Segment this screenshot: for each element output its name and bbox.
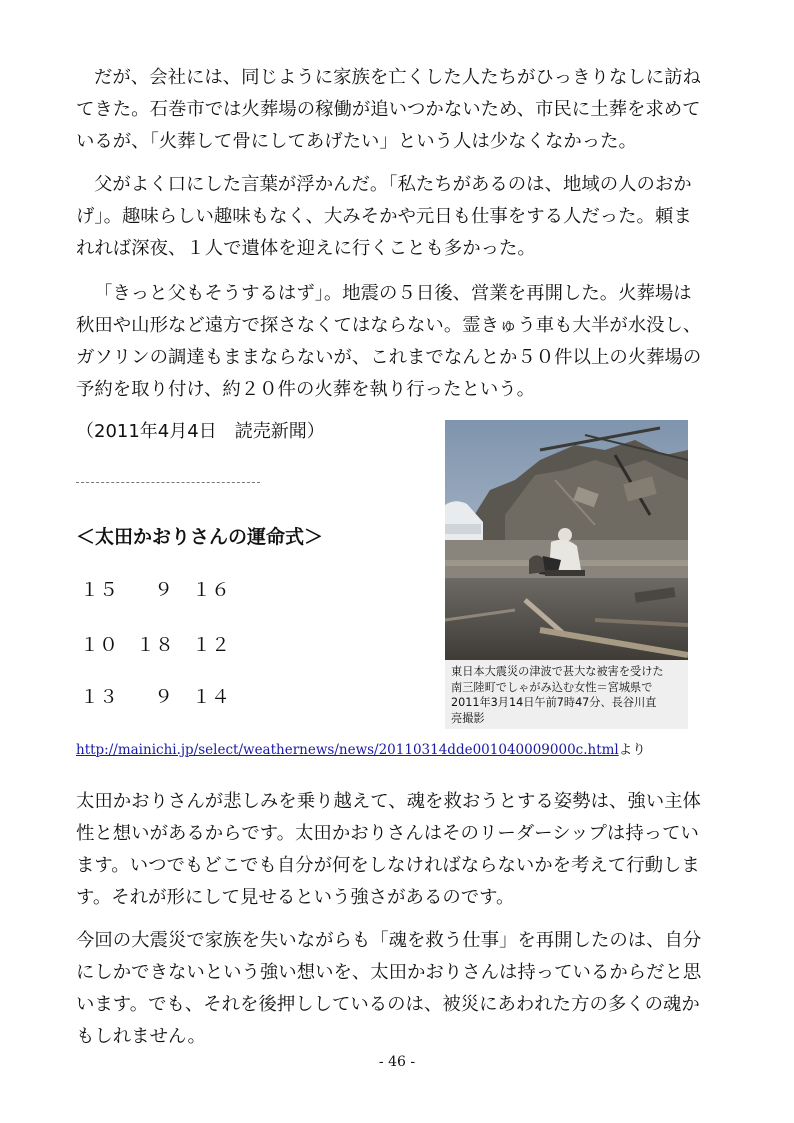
- fate-number: １６: [192, 579, 231, 601]
- news-photo-figure: [445, 420, 688, 729]
- fate-number: １０: [80, 634, 119, 656]
- paragraph-line: 父がよく口にした言葉が浮かんだ。「私たちがあるのは、地域の人のおか: [94, 174, 692, 195]
- fate-number: １４: [192, 686, 231, 708]
- paragraph-line: いるが、「火葬して骨にしてあげたい」という人は少なくなかった。: [76, 131, 637, 152]
- paragraph-1: [76, 62, 726, 158]
- closing-paragraph-2: [76, 925, 726, 1053]
- paragraph-line: 予約を取り付け、約２０件の火葬を執り行ったという。: [76, 379, 536, 400]
- fate-number: １２: [192, 634, 231, 656]
- reference-line: [76, 739, 646, 761]
- reference-suffix: より: [618, 742, 646, 758]
- paragraph-3: [76, 278, 726, 406]
- paragraph-line: もしれません。: [76, 1026, 206, 1047]
- fate-number: ９: [154, 686, 174, 708]
- paragraph-line: だが、会社には、同じように家族を亡くした人たちがひっきりなしに訪ね: [94, 67, 701, 88]
- caption-line: 南三陸町でしゃがみ込む女性＝宮城県で: [451, 680, 653, 694]
- source-attribution: （2011年4月4日 読売新聞）: [76, 421, 325, 442]
- fate-number: １８: [136, 634, 175, 656]
- disaster-photo: [445, 420, 688, 660]
- fate-title: ＜太田かおりさんの運命式＞: [76, 526, 324, 548]
- paragraph-line: にしかできないという強い想いを、太田かおりさんは持っているからだと思: [76, 962, 702, 983]
- paragraph-line: 「きっと父もそうするはず」。地震の５日後、営業を再開した。火葬場は: [94, 283, 692, 304]
- paragraph-2: [76, 169, 726, 265]
- paragraph-line: ます。いつでもどこでも自分が何をしなければならないかを考えて行動しま: [76, 855, 700, 876]
- closing-paragraph-1: [76, 786, 726, 914]
- paragraph-line: います。でも、それを後押ししているのは、被災にあわれた方の多くの魂か: [76, 994, 700, 1015]
- photo-caption: [451, 664, 685, 726]
- paragraph-line: 秋田や山形など遠方で探さなくてはならない。霊きゅう車も大半が水没し、: [76, 315, 702, 336]
- fate-number: １３: [80, 686, 119, 708]
- paragraph-line: 今回の大震災で家族を失いながらも「魂を救う仕事」を再開したのは、自分: [76, 930, 702, 951]
- page-number: - 46 -: [378, 1054, 416, 1070]
- paragraph-line: 太田かおりさんが悲しみを乗り越えて、魂を救おうとする姿勢は、強い主体: [76, 791, 701, 812]
- paragraph-line: げ」。趣味らしい趣味もなく、大みそかや元日も仕事をする人だった。頼ま: [76, 206, 692, 227]
- paragraph-line: す。それが形にして見せるという強さがあるのです。: [76, 887, 515, 908]
- paragraph-line: ガソリンの調達もままならないが、これまでなんとか５０件以上の火葬場の: [76, 347, 702, 368]
- caption-line: 東日本大震災の津波で甚大な被害を受けた: [451, 665, 664, 678]
- paragraph-line: てきた。石巻市では火葬場の稼働が追いつかないため、市民に土葬を求めて: [76, 99, 701, 120]
- paragraph-line: 性と想いがあるからです。太田かおりさんはそのリーダーシップは持ってい: [76, 823, 699, 844]
- caption-line: 亮撮影: [451, 711, 485, 725]
- fate-number: １５: [80, 579, 119, 601]
- caption-line: 2011年3月14日午前7時47分、長谷川直: [451, 696, 657, 709]
- paragraph-line: れれば深夜、１人で遺体を迎えに行くことも多かった。: [76, 238, 536, 259]
- reference-link[interactable]: http://mainichi.jp/select/weathernews/news/20110314dde001040009000c.html: [76, 742, 619, 758]
- divider: [76, 482, 260, 483]
- fate-number-grid: [80, 577, 280, 727]
- fate-number: ９: [154, 579, 174, 601]
